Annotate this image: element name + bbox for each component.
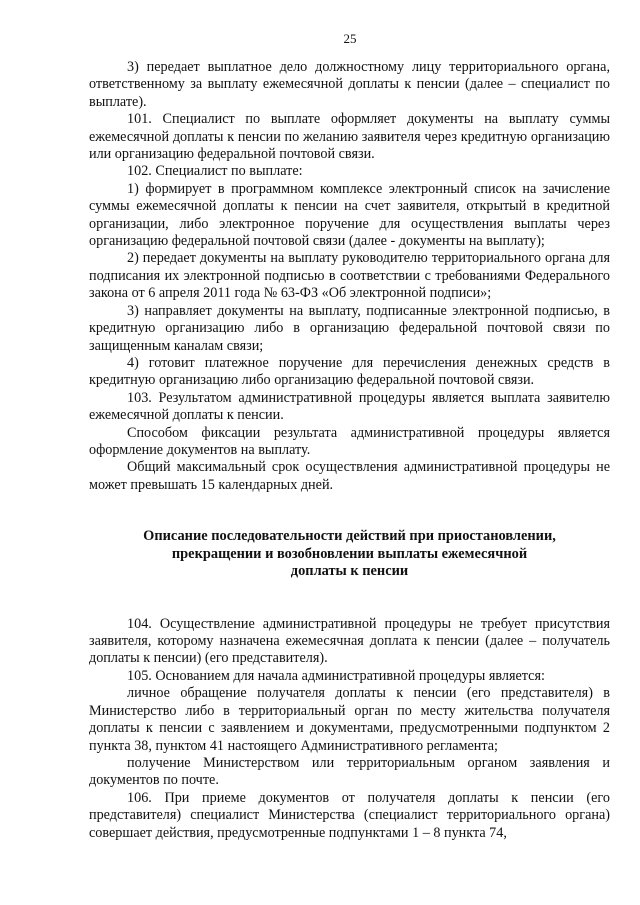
section-heading-line-3: доплаты к пенсии — [290, 563, 409, 580]
paragraph-106: 106. При приеме документов от получателя доплаты к пенсии (его представителя) специалист Министерства (специалист территориального органа) совершает действия, предусмотренные подпунктами 1 – 8 пункта 74, — [89, 789, 610, 841]
section-heading — [89, 528, 610, 581]
paragraph-102-item-2: 2) передает документы на выплату руководителю территориального органа для подписания их электронной подписью в соответствии с требованиями Федерального закона от 6 апреля 2011 года № 63-ФЗ «Об электронной подписи»; — [89, 250, 610, 302]
paragraph-105: 105. Основанием для начала административной процедуры является: — [127, 667, 545, 684]
paragraph-fixation-method: Способом фиксации результата административной процедуры является оформление документов на выплату. — [89, 424, 610, 458]
paragraph-102-item-1: 1) формирует в программном комплексе электронный список на зачисление суммы ежемесячной доплаты к пенсии на счет заявителя, открытый в кредитной организации, либо электронное поручение для осуществления выплаты через организацию федеральной почтовой связи (далее - документы на выплату); — [89, 180, 610, 250]
paragraph-105-postal-receipt: получение Министерством или территориальным органом заявления и документов по почте. — [89, 754, 610, 789]
paragraph-102-item-3: 3) направляет документы на выплату, подписанные электронной подписью, в кредитную организацию либо в организацию федеральной почтовой связи по защищенным каналам связи; — [89, 302, 610, 354]
paragraph-max-term: Общий максимальный срок осуществления административной процедуры не может превышать 15 календарных дней. — [89, 459, 610, 493]
paragraph-103: 103. Результатом административной процедуры является выплата заявителю ежемесячной доплаты к пенсии. — [89, 389, 610, 424]
paragraph-item-3-transfer: 3) передает выплатное дело должностному лицу территориального органа, ответственному за выплату ежемесячной доплаты к пенсии (далее – специалист по выплате). — [89, 59, 610, 110]
section-heading-line-2: прекращении и возобновлении выплаты ежемесячной — [171, 545, 528, 562]
paragraph-102: 102. Специалист по выплате: — [127, 163, 303, 180]
paragraph-104: 104. Осуществление административной процедуры не требует присутствия заявителя, которому назначена ежемесячная доплата к пенсии (далее – получатель доплаты к пенсии) (его представителя). — [89, 615, 610, 667]
document-body — [89, 59, 610, 842]
paragraph-102-item-4: 4) готовит платежное поручение для перечисления денежных средств в кредитную организацию либо организацию федеральной почтовой связи. — [89, 354, 610, 389]
paragraph-101: 101. Специалист по выплате оформляет документы на выплату суммы ежемесячной доплаты к пенсии по желанию заявителя через кредитную организацию или организацию федеральной почтовой связи. — [89, 111, 610, 163]
section-heading-line-1: Описание последовательности действий при приостановлении, — [143, 528, 556, 545]
paragraph-105-personal-appeal: личное обращение получателя доплаты к пенсии (его представителя) в Министерство либо в территориальный орган по месту жительства получателя доплаты к пенсии с заявлением и документами, предусмотренными подпунктом 2 пункта 38, пунктом 41 настоящего Административного регламента; — [89, 685, 610, 754]
page-number: 25 — [343, 31, 357, 46]
